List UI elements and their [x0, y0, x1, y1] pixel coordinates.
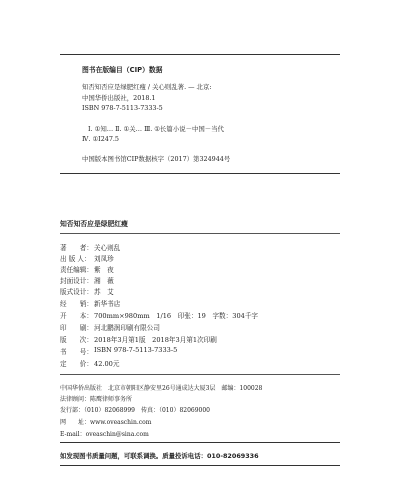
detail-value: 刘凤珍 [94, 255, 114, 263]
detail-label: 封面设计： [60, 277, 93, 285]
detail-label: 责任编辑： [60, 266, 93, 274]
detail-value: ISBN 978-7-5113-7333-5 [94, 346, 178, 354]
detail-label: 开 本： [60, 312, 93, 320]
detail-edition [60, 334, 217, 344]
top-rule [60, 54, 340, 55]
cip-heading: 图书在版编目（CIP）数据 [82, 66, 163, 74]
cip-line-1: 知否知否应是绿肥红瘦 / 关心则乱著. — 北京: [82, 83, 212, 91]
cip-record: 中国版本图书馆CIP数据核字（2017）第324944号 [82, 155, 231, 163]
detail-value: 2018年3月第1版 2018年3月第1次印刷 [94, 336, 217, 344]
detail-format [60, 310, 258, 320]
detail-label: 出 版 人： [60, 255, 91, 263]
detail-label: 版式设计： [60, 288, 93, 296]
publisher-address: 中国华侨出版社 北京市朝阳区静安里26号通成达大厦3层 邮编：100028 [60, 385, 263, 392]
title-rule [60, 233, 340, 234]
detail-value: 苏 艾 [94, 288, 114, 296]
cip-line-2: 中国华侨出版社，2018.1 [82, 94, 156, 102]
detail-printer [60, 322, 160, 332]
sales-contact: 发行部：（010）82068999 传真：（010）82069000 [60, 407, 210, 414]
detail-distributor [60, 298, 120, 308]
detail-cover-design [60, 275, 114, 285]
detail-value: 700mm×980mm 1/16 印张：19 字数：304千字 [94, 312, 259, 320]
detail-label: 定 价： [60, 360, 93, 368]
cip-line-3: ISBN 978-7-5113-7333-5 [82, 104, 163, 112]
website: 网 址：www.oveaschin.com [60, 419, 152, 426]
details-bottom-rule [60, 374, 340, 375]
detail-value: 湘 薇 [94, 277, 114, 285]
detail-label: 印 刷： [60, 324, 93, 332]
detail-publisher-person [60, 253, 114, 263]
book-title: 知否知否应是绿肥红瘦 [60, 220, 128, 228]
detail-author [60, 242, 120, 252]
cip-bottom-rule [60, 173, 340, 174]
quality-notice: 如发现图书质量问题，可联系调换。质量投诉电话：010-82069336 [60, 452, 259, 460]
detail-value: 河北鹏润印刷有限公司 [94, 324, 160, 332]
detail-value: 紫 夜 [94, 266, 114, 274]
notice-top-rule [60, 442, 340, 443]
notice-bottom-rule [60, 465, 340, 466]
detail-isbn [60, 346, 177, 356]
detail-value: 42.00元 [94, 360, 120, 368]
detail-label: 著 者： [60, 244, 93, 252]
detail-price [60, 358, 119, 368]
detail-label: 版 次： [60, 336, 93, 344]
cip-classification-2: Ⅳ. ①I247.5 [82, 135, 119, 143]
detail-label: 书 号： [60, 348, 93, 356]
detail-layout-design [60, 286, 114, 296]
cip-classification-1: Ⅰ. ①知… Ⅱ. ①关… Ⅲ. ①长篇小说－中国－当代 [88, 125, 224, 133]
detail-label: 经 销： [60, 300, 93, 308]
detail-value: 新华书店 [94, 300, 121, 308]
detail-editor [60, 264, 114, 274]
legal-counsel: 法律顾问：陈鹰律师事务所 [60, 396, 133, 403]
detail-value: 关心则乱 [94, 244, 121, 252]
email: E-mail：oveaschin@sina.com [60, 431, 149, 438]
